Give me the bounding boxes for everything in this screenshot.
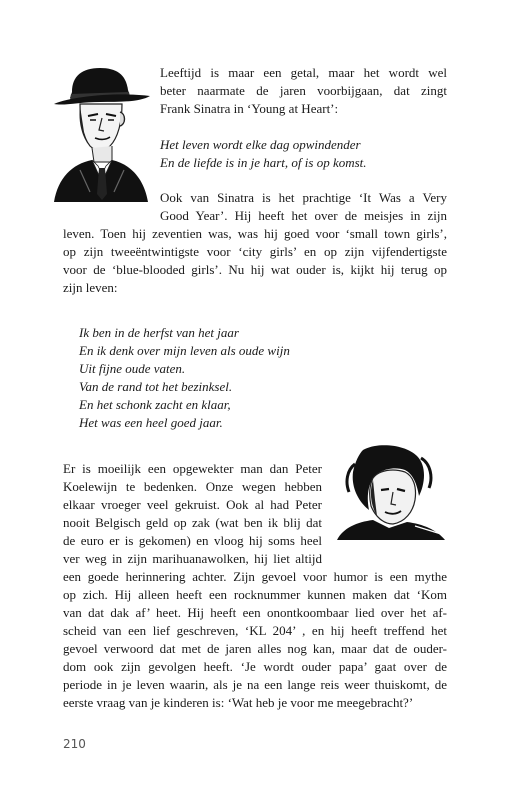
quote-young-at-heart — [160, 136, 447, 172]
text-line: een goede herinnering achter. Zijn gevoel voor humor is een mythe — [63, 569, 447, 584]
quote-line: Het was een heel goed jaar. — [79, 415, 223, 430]
text-line: zijn leven: — [63, 280, 118, 295]
quote-line: Uit fijne oude vaten. — [79, 361, 186, 376]
text-line: leven. Toen hij zeventien was, was hij goed voor ‘small town girls’, — [63, 226, 447, 241]
text-line: ver weg in zijn marihuanawolken, hij liet altijd — [63, 551, 322, 566]
text-line: gevoel verwoord dat met de jaren alles nog kan, maar dat de ouder- — [63, 641, 447, 656]
text-line: Er is moeilijk een opgewekter man dan Peter — [63, 461, 322, 476]
text-line: elkaar vroeger veel gekruist. Ook al had Peter — [63, 497, 322, 512]
quote-line: En het schonk zacht en klaar, — [79, 397, 231, 412]
quote-very-good-year — [79, 324, 379, 432]
paragraph-intro — [160, 64, 447, 118]
paragraph-very-good-year-start — [160, 189, 447, 225]
paragraph-peter-koelewijn — [63, 568, 447, 712]
frank-sinatra-sketch — [50, 62, 152, 202]
paragraph-peter-koelewijn-start — [63, 460, 322, 568]
text-line: Good Year’. Hij heeft het over de meisjes in zijn — [160, 208, 447, 223]
paragraph-very-good-year — [63, 225, 447, 297]
text-line: Leeftijd is maar een getal, maar het wordt wel — [160, 65, 447, 80]
text-line: van dat dak af’ heet. Hij heeft een onontkoombaar lied over het af- — [63, 605, 447, 620]
text-line: beter naarmate de jaren voorbijgaan, dat zingt — [160, 83, 447, 98]
page-number: 210 — [63, 737, 86, 751]
text-line: op zijn tweeëntwintigste voor ‘city girls’ en op zijn vijfendertigste — [63, 244, 447, 259]
quote-line: Ik ben in de herfst van het jaar — [79, 325, 239, 340]
quote-line: Van de rand tot het bezinksel. — [79, 379, 233, 394]
text-line: Koelewijn te bedenken. Onze wegen hebben — [63, 479, 322, 494]
text-line: op zich. Hij alleen heeft een rocknummer kunnen maken dat ‘Kom — [63, 587, 447, 602]
quote-line: Het leven wordt elke dag opwindender — [160, 137, 361, 152]
quote-line: En ik denk over mijn leven als oude wijn — [79, 343, 290, 358]
text-line: voor de ‘blue-blooded girls’. Nu hij wat ouder is, kijkt hij terug op — [63, 262, 447, 277]
text-line: eerste vraag van je kinderen is: ‘Wat heb je voor me meegebracht?’ — [63, 695, 414, 710]
text-line: dom ook zijn gevolgen heeft. ‘Je wordt ouder papa’ gaat over de — [63, 659, 447, 674]
text-line: de euro er is gekomen) en vloog hij soms heel — [63, 533, 322, 548]
text-line: Ook van Sinatra is het prachtige ‘It Was a Very — [160, 190, 447, 205]
quote-line: En de liefde is in je hart, of is op komst. — [160, 155, 367, 170]
peter-koelewijn-sketch — [333, 444, 447, 540]
text-line: periode in je leven waarin, als je na een lange reis weer thuiskomt, de — [63, 677, 447, 692]
text-line: nooit Belgisch geld op zak (wat ben ik blij dat — [63, 515, 322, 530]
text-line: Frank Sinatra in ‘Young at Heart’: — [160, 101, 339, 116]
text-line: scheid van een lief geschreven, ‘KL 204’ , en hij heeft treffend het — [63, 623, 447, 638]
